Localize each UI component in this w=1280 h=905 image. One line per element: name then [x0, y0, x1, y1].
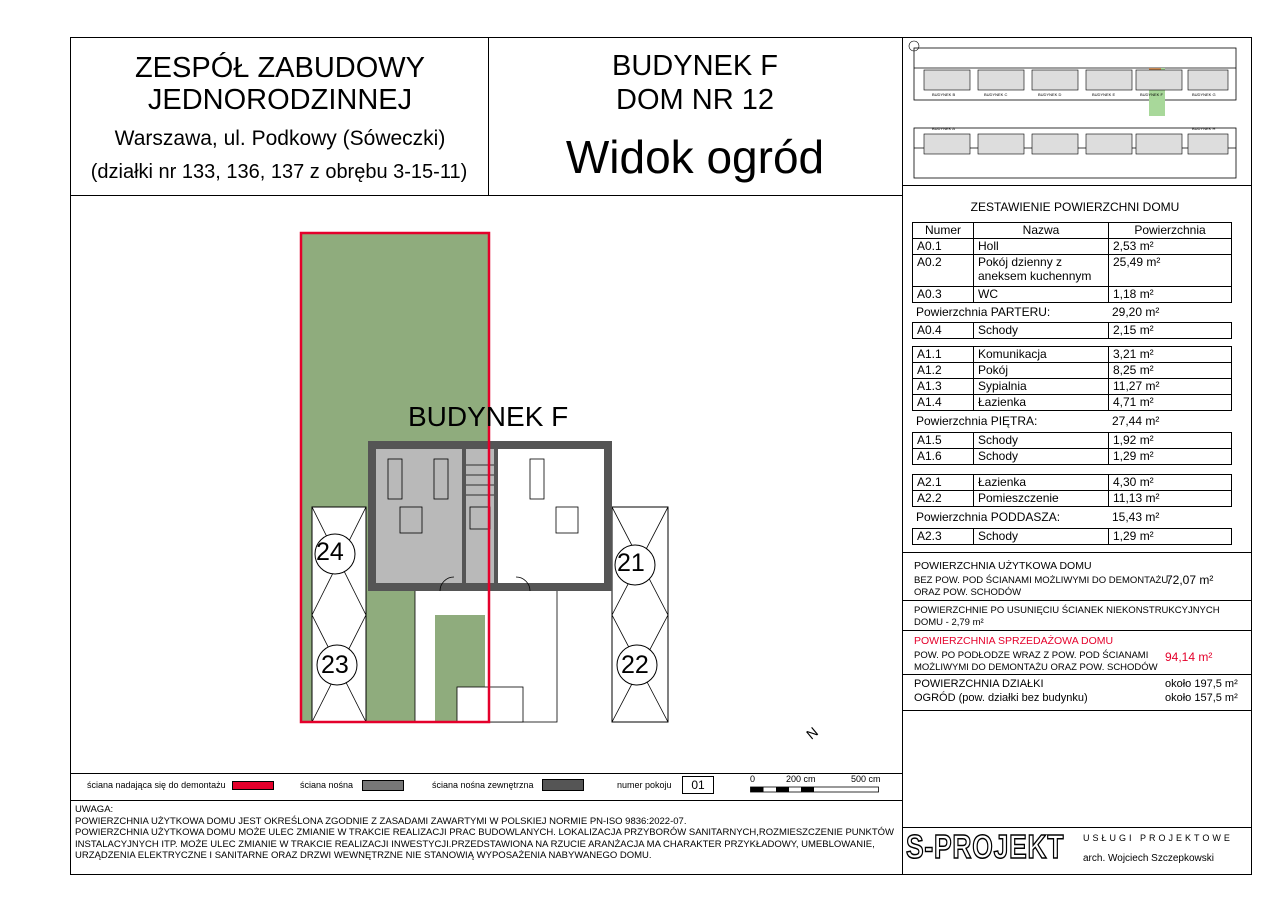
neighbour-24: 24	[316, 538, 344, 566]
table-row: A0.1 Holl 2,53 m²	[913, 239, 1232, 255]
col-number: Numer	[913, 223, 974, 239]
project-title-line1: ZESPÓŁ ZABUDOWY	[134, 52, 426, 84]
first-total-value: 27,44 m²	[1112, 414, 1160, 428]
note-line: INSTALACYJNYCH ITP. MOŻE ULEC ZMIANIE W TRAKCIE REALIZACJI INWESTYCJI.PRZEDSTAWIONA NA RZUCIE ARANŻACJA MA CHARAKTER PRZYKŁADOWY, UMEBLOWANIE,	[75, 838, 875, 850]
ground-total-label: Powierzchnia PARTERU:	[916, 305, 1051, 319]
garden-value: około 157,5 m²	[1165, 692, 1238, 704]
keyplan-label-g: BUDYNEK G	[1192, 92, 1216, 97]
neighbour-22: 22	[621, 651, 649, 679]
keyplan-label-a: BUDYNEK A	[932, 126, 955, 131]
attic-table	[912, 474, 1232, 507]
scale-200: 200 cm	[786, 774, 816, 784]
keyplan-divider	[902, 185, 1252, 186]
usable-value: 72,07 m²	[1166, 573, 1214, 587]
col-area: Powierzchnia	[1109, 223, 1232, 239]
area-table-title: ZESTAWIENIE POWIERZCHNI DOMU	[970, 200, 1180, 214]
project-address: Warszawa, ul. Podkowy (Sóweczki)	[114, 127, 446, 150]
note-line: URZĄDZENIA ELEKTRYCZNE I SANITARNE ORAZ DRZWI WEWNĘTRZNE NIE STANOWIĄ WYPOSAŻENIA NABYWANEGO DOMU.	[75, 850, 652, 861]
sales-desc1: POW. PO PODŁODZE WRAZ Z POW. POD ŚCIANAMI	[914, 650, 1149, 661]
header-divider	[70, 195, 902, 196]
company-logo: S-PROJEKT	[906, 828, 1065, 865]
legend-bearing: ściana nośna	[300, 780, 354, 790]
legend-removable: ściana nadająca się do demontażu	[87, 780, 226, 790]
after-removal-1: POWIERZCHNIE PO USUNIĘCIU ŚCIANEK NIEKONSTRUKCYJNYCH	[914, 605, 1220, 616]
project-parcels: (działki nr 133, 136, 137 z obrębu 3-15-11)	[90, 161, 468, 183]
plot-label: POWIERZCHNIA DZIAŁKI	[914, 678, 1044, 690]
summary-divider	[902, 630, 1252, 631]
note-line: POWIERZCHNIA UŻYTKOWA DOMU MOŻE ULEC ZMIANIE W TRAKCIE REALIZACJI PRAC BUDOWLANYCH. LOKALIZACJA PRZYBORÓW SANITARNYCH,ROZMIESZCZENIE PUNKTÓW	[75, 827, 895, 838]
legend-room-number: numer pokoju	[617, 780, 672, 790]
summary-divider	[902, 674, 1252, 675]
keyplan-label-e: BUDYNEK E	[1092, 92, 1116, 97]
legend-bearing-ext-swatch	[542, 779, 584, 791]
legend-bearing-swatch	[362, 780, 404, 791]
right-panel-divider	[902, 37, 903, 875]
plot-value: około 197,5 m²	[1165, 678, 1238, 690]
legend-room-sample: 01	[682, 776, 714, 794]
notes-divider	[70, 800, 902, 801]
building-title: BUDYNEK F	[612, 50, 778, 82]
first-total-label: Powierzchnia PIĘTRA:	[916, 414, 1038, 428]
legend-removable-swatch	[232, 781, 274, 790]
usable-desc2: ORAZ POW. SCHODÓW	[914, 587, 1022, 598]
view-title: Widok ogród	[565, 131, 825, 183]
notes-block	[75, 804, 900, 862]
company-architect: arch. Wojciech Szczepkowski	[1083, 853, 1214, 864]
table-row: A1.3 Sypialnia 11,27 m²	[913, 379, 1232, 395]
north-arrow-label: N	[803, 723, 822, 743]
attic-total-value: 15,43 m²	[1112, 510, 1160, 524]
neighbour-23: 23	[321, 651, 349, 679]
first-floor-table	[912, 346, 1232, 411]
garden-label: OGRÓD (pow. działki bez budynku)	[914, 692, 1088, 704]
attic-stairs-table	[912, 528, 1232, 545]
keyplan-label-b: BUDYNEK B	[932, 92, 956, 97]
header-divider-vertical	[488, 37, 489, 195]
neighbour-21: 21	[617, 549, 645, 577]
first-stairs-table	[912, 432, 1232, 465]
table-row: A1.4 Łazienka 4,71 m²	[913, 395, 1232, 411]
table-row: A1.6 Schody 1,29 m²	[913, 449, 1232, 465]
keyplan-label-f: BUDYNEK F	[1140, 92, 1163, 97]
key-plan	[904, 40, 1250, 184]
keyplan-label-c: BUDYNEK C	[984, 92, 1008, 97]
scale-bar	[750, 785, 880, 795]
table-row: A0.4 Schody 2,15 m²	[913, 323, 1232, 339]
ground-total-value: 29,20 m²	[1112, 305, 1160, 319]
area-table	[912, 222, 1232, 303]
usable-title: POWIERZCHNIA UŻYTKOWA DOMU	[914, 560, 1092, 572]
scale-0: 0	[750, 774, 756, 784]
note-line: POWIERZCHNIA UŻYTKOWA DOMU JEST OKREŚLONA ZGODNIE Z ZASADAMI ZAWARTYMI W POLSKIEJ NORMIE PN-ISO 9836:2022-07.	[75, 815, 687, 827]
table-row: A1.1 Komunikacja 3,21 m²	[913, 347, 1232, 363]
table-row: A0.2 Pokój dzienny z aneksem kuchennym 25,49 m²	[913, 255, 1232, 287]
summary-divider	[902, 552, 1252, 553]
legend-divider	[70, 773, 902, 774]
table-row: A1.2 Pokój 8,25 m²	[913, 363, 1232, 379]
sales-title: POWIERZCHNIA SPRZEDAŻOWA DOMU	[914, 635, 1114, 647]
note-line: UWAGA:	[75, 804, 114, 815]
project-title-line2: JEDNORODZINNEJ	[147, 84, 413, 116]
scale-500: 500 cm	[851, 774, 881, 784]
col-name: Nazwa	[974, 223, 1109, 239]
table-row: A1.5 Schody 1,92 m²	[913, 433, 1232, 449]
company-services: USŁUGI PROJEKTOWE	[1083, 833, 1233, 843]
building-plan-label: BUDYNEK F	[408, 401, 569, 432]
table-row: A2.1 Łazienka 4,30 m²	[913, 475, 1232, 491]
summary-divider	[902, 600, 1252, 601]
legend-bearing-ext: ściana nośna zewnętrzna	[432, 780, 534, 790]
table-row: A2.2 Pomieszczenie 11,13 m²	[913, 491, 1232, 507]
after-removal-2: DOMU - 2,79 m²	[914, 617, 984, 628]
table-row: A2.3 Schody 1,29 m²	[913, 529, 1232, 545]
summary-divider	[902, 710, 1252, 711]
usable-desc1: BEZ POW. POD ŚCIANAMI MOŻLIWYMI DO DEMONTAŻU	[914, 575, 1169, 586]
sales-desc2: MOŻLIWYMI DO DEMONTAŻU ORAZ POW. SCHODÓW	[914, 662, 1158, 673]
house-number: DOM NR 12	[616, 84, 774, 116]
ground-stairs-table	[912, 322, 1232, 339]
table-row: A0.3 WC 1,18 m²	[913, 287, 1232, 303]
keyplan-label-h: BUDYNEK H	[1192, 126, 1216, 131]
keyplan-label-d: BUDYNEK D	[1038, 92, 1062, 97]
sales-value: 94,14 m²	[1165, 650, 1213, 664]
attic-total-label: Powierzchnia PODDASZA:	[916, 510, 1061, 524]
